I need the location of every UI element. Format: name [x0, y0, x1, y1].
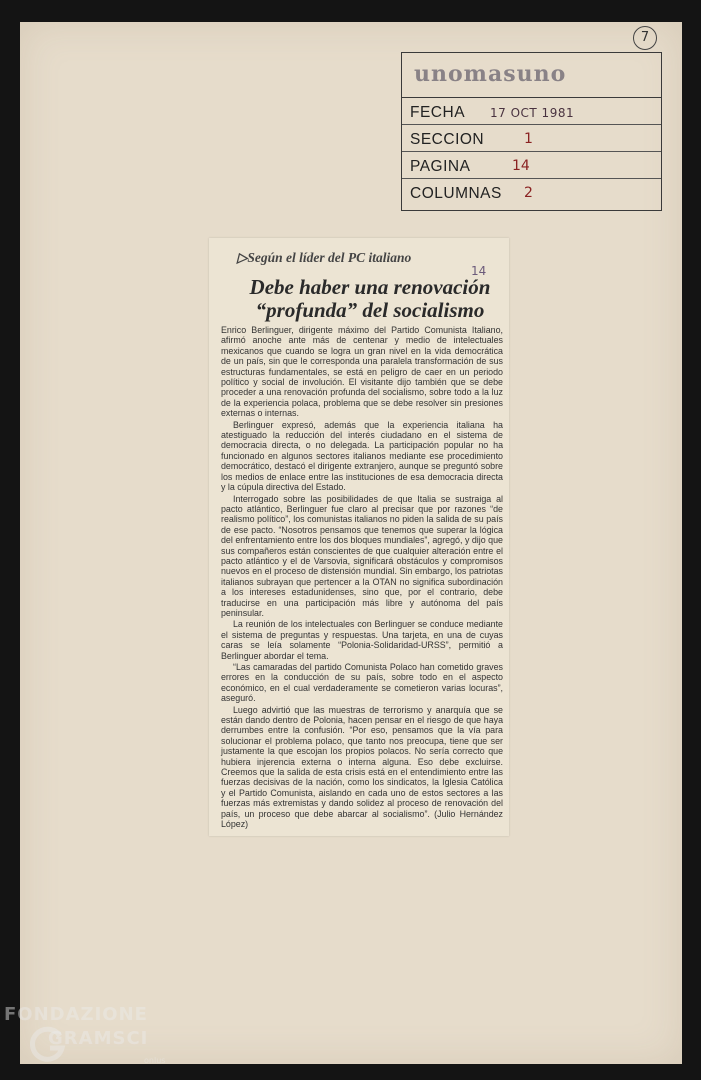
- article-headline: [229, 276, 511, 322]
- stamp-row-fecha: [402, 98, 661, 125]
- stamp-value-columnas: 2: [524, 185, 533, 201]
- article-paragraph: La reunión de los intelectuales con Berlinguer se conduce mediante el sistema de preguntas y respuestas. Una tarjeta, en una de cuyas caras se leía solamente “Polonia-Solidaridad-URSS”, permitió a Berlinguer abordar el tema.: [221, 619, 503, 661]
- watermark-line-2: GRAMSCI: [48, 1028, 149, 1049]
- article-paragraph: “Las camaradas del partido Comunista Polaco han cometido graves errores en la conducción de su país, sobre todo en el aspecto económico, en el cual verdaderamente se cometieron varias locuras”, aseguró.: [221, 662, 503, 704]
- handwritten-number: 14: [471, 264, 487, 278]
- newspaper-logo: unomasuno: [414, 61, 567, 87]
- article-paragraph: Luego advirtió que las muestras de terrorismo y anarquía que se están dando dentro de Polonia, hacen pensar en el riesgo de que haya derrumbes entre la confusión. “Por eso, pensamos que la vía para solucionar el problema polaco, que tanto nos preocupa, tiene que ser justamente la que escojan los propios polacos. No sería correcto que hubiera injerencia externa o interna alguna. Eso debe excluirse. Creemos que la salida de esta crisis está en el entendimiento entre las fuerzas decisivas de la nación, como los sindicatos, la Iglesia Católica y el Partido Comunista, aislando en cada uno de estos sectores a las fuerzas más extremistas y dando solidez al proceso de renovación del país, un proceso que debe abarcar al socialismo”. (Julio Hernández López): [221, 704, 503, 830]
- watermark-line-1: FONDAZIONE: [4, 1004, 148, 1025]
- stamp-label-seccion: SECCION: [410, 131, 485, 148]
- article-body: [221, 325, 503, 831]
- page-number: 7: [633, 26, 657, 50]
- stamp-label-fecha: FECHA: [410, 104, 466, 121]
- stamp-value-pagina: 14: [512, 158, 530, 174]
- headline-line-1: Debe haber una renovación: [249, 275, 491, 299]
- stamp-label-pagina: PAGINA: [410, 158, 471, 175]
- article-paragraph: Berlinguer expresó, además que la experiencia italiana ha atestiguado la reducción del interés ciudadano en el sistema de democracia directa, o no delegada. La participación popular no ha funcionado en algunos sectores italianos mediante ese procedimiento democrático, destacó el dirigente extranjero, aunque se preguntó sobre los medios de enlace entre las instituciones de esa democracia directa y la cúpula directiva del Estado.: [221, 419, 503, 493]
- stamp-value-fecha: 17 OCT 1981: [490, 106, 575, 120]
- article-paragraph: Interrogado sobre las posibilidades de que Italia se sustraiga al pacto atlántico, Berlinguer fue claro al precisar que por razones “de realismo político”, los comunistas italianos no piden la salida de su país de ese pacto. “Nosotros pensamos que tenemos que superar la lógica del enfrentamiento entre los dos bloques mundiales”, agregó, y dijo que sus compañeros están conscientes de que cualquier alteración entre el pacto atlántico y el de Varsovia, significará obstáculos y compromisos nuevos en el proceso de distensión mundial. Sin embargo, los patriotas italianos subrayan que pertencer a la OTAN no significa subordinación a los intereses estadunidenses, sino que, por el contrario, debe traducirse en una participación más libre y autónoma del país peninsular.: [221, 493, 503, 618]
- archive-stamp: [401, 52, 662, 211]
- watermark-suffix: onlus: [144, 1056, 166, 1065]
- stamp-row-pagina: [402, 152, 661, 179]
- stamp-header: [402, 53, 661, 98]
- headline-line-2: “profunda” del socialismo: [255, 298, 485, 322]
- stamp-value-seccion: 1: [524, 131, 533, 147]
- stamp-row-seccion: [402, 125, 661, 152]
- article-paragraph: Enrico Berlinguer, dirigente máximo del Partido Comunista Italiano, afirmó anoche ante más de centenar y medio de intelectuales mexicanos que cuando se logra un gran nivel en la vida democrática de un país, sin que le corresponda una paralela transformación de sus estructuras fundamentales, se está en peligro de caer en un periodo político y social de involución. El visitante dijo también que se debe proceder a una renovación profunda del socialismo, sobre todo a la luz de la experiencia polaca, problema que se debe resolver sin presiones externas o internas.: [221, 325, 503, 419]
- article-kicker: ▷Según el líder del PC italiano: [237, 250, 412, 265]
- stamp-label-columnas: COLUMNAS: [410, 185, 502, 202]
- stamp-row-columnas: [402, 179, 661, 205]
- newspaper-clipping: [209, 238, 509, 836]
